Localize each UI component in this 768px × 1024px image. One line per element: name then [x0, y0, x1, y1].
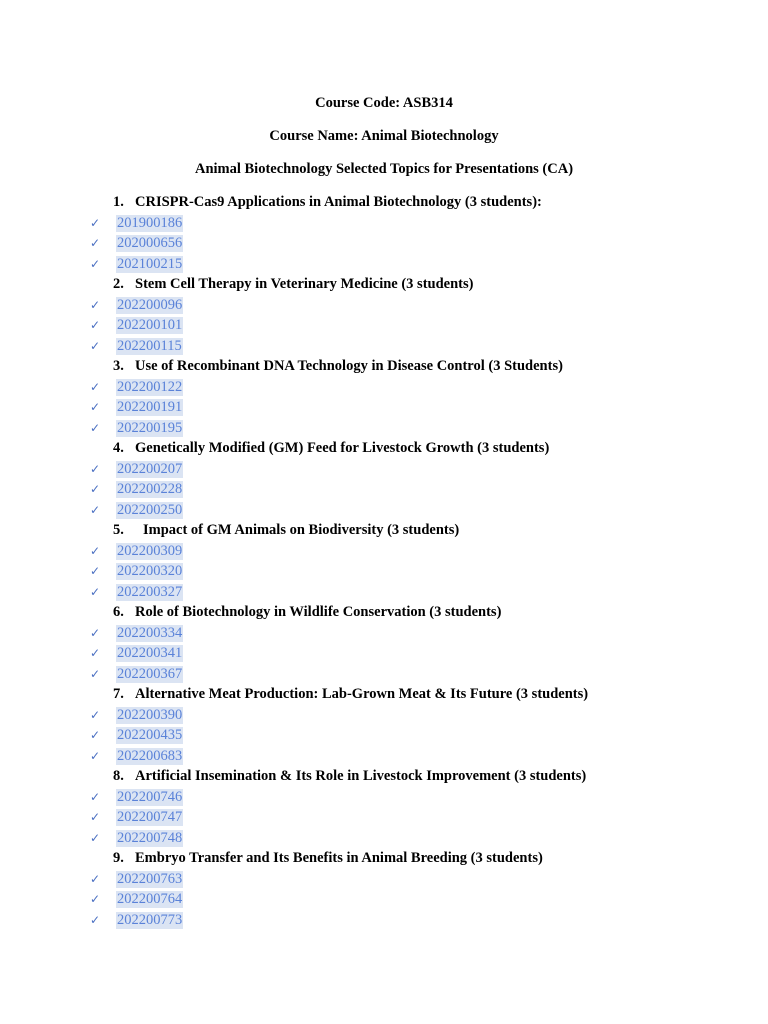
topic-heading [0, 848, 768, 869]
list-item [0, 213, 768, 234]
student-id: 202200122 [117, 378, 183, 395]
student-id: 202200390 [117, 706, 183, 723]
course-code-heading: Course Code: ASB314 [315, 95, 453, 111]
student-id: 202200683 [117, 747, 183, 764]
list-item [0, 233, 768, 254]
checkmark-icon: ✓ [90, 236, 101, 250]
student-id: 202000656 [117, 235, 183, 251]
topic-title: Use of Recombinant DNA Technology in Disease Control (3 Students) [135, 358, 563, 374]
list-item [0, 315, 768, 336]
course-name-heading: Course Name: Animal Biotechnology [269, 128, 499, 144]
checkmark-icon: ✓ [90, 502, 101, 517]
list-item [0, 889, 768, 910]
student-id: 202100215 [117, 255, 183, 272]
topic-heading [0, 684, 768, 705]
student-id: 202200334 [117, 624, 183, 641]
checkmark-icon: ✓ [90, 666, 101, 681]
checkmark-icon: ✓ [90, 625, 101, 640]
list-item [0, 705, 768, 726]
checkmark-icon: ✓ [90, 400, 101, 414]
student-id: 202200101 [117, 317, 183, 333]
checkmark-icon: ✓ [90, 215, 101, 230]
checkmark-icon: ✓ [90, 420, 101, 435]
list-item [0, 336, 768, 357]
topic-number: 9. [113, 850, 124, 866]
list-item [0, 479, 768, 500]
student-id: 202200341 [117, 645, 183, 661]
topic-number: 6. [113, 604, 124, 620]
list-item [0, 295, 768, 316]
student-id: 202200748 [117, 829, 183, 846]
list-item [0, 910, 768, 931]
topic-title: Stem Cell Therapy in Veterinary Medicine (3 students) [135, 276, 474, 292]
topic-number: 1. [113, 194, 124, 210]
student-id: 202200435 [117, 727, 183, 743]
student-id: 202200747 [117, 809, 183, 825]
student-id: 202200191 [117, 399, 183, 415]
student-id: 202200320 [117, 563, 183, 579]
list-item [0, 664, 768, 685]
topic-title: Artificial Insemination & Its Role in Livestock Improvement (3 students) [135, 768, 587, 784]
topic-title: Genetically Modified (GM) Feed for Livestock Growth (3 students) [135, 440, 550, 456]
topic-title: Embryo Transfer and Its Benefits in Animal Breeding (3 students) [135, 850, 543, 866]
student-id: 202200746 [117, 788, 183, 805]
student-id: 202200115 [117, 337, 182, 354]
checkmark-icon: ✓ [90, 707, 101, 722]
list-item [0, 397, 768, 418]
list-item [0, 459, 768, 480]
checkmark-icon: ✓ [90, 543, 101, 558]
list-item [0, 254, 768, 275]
topic-heading [0, 356, 768, 377]
list-item [0, 582, 768, 603]
topic-heading [0, 192, 768, 213]
list-item [0, 807, 768, 828]
topic-title: Impact of GM Animals on Biodiversity (3 students) [143, 522, 460, 538]
student-id: 202200228 [117, 481, 183, 497]
checkmark-icon: ✓ [90, 830, 101, 845]
topic-heading [0, 274, 768, 295]
topics-subtitle: Animal Biotechnology Selected Topics for Presentations (CA) [194, 161, 574, 177]
student-id: 202200764 [117, 891, 183, 907]
student-id: 202200096 [117, 296, 183, 313]
list-item [0, 869, 768, 890]
topic-heading [0, 602, 768, 623]
list-item [0, 787, 768, 808]
list-item [0, 643, 768, 664]
topic-number: 5. [113, 522, 124, 538]
student-id: 202200309 [117, 542, 183, 559]
list-item [0, 500, 768, 521]
checkmark-icon: ✓ [90, 728, 101, 742]
list-item [0, 746, 768, 767]
checkmark-icon: ✓ [90, 297, 101, 312]
topic-list [0, 192, 768, 930]
checkmark-icon: ✓ [90, 482, 101, 496]
checkmark-icon: ✓ [90, 646, 101, 660]
checkmark-icon: ✓ [90, 748, 101, 763]
student-id: 202200763 [117, 870, 183, 887]
checkmark-icon: ✓ [90, 318, 101, 332]
student-id: 202200195 [117, 419, 183, 436]
checkmark-icon: ✓ [90, 912, 101, 927]
checkmark-icon: ✓ [90, 584, 101, 599]
student-id: 202200207 [117, 460, 183, 477]
list-item [0, 725, 768, 746]
topic-number: 7. [113, 686, 124, 702]
student-id: 201900186 [117, 214, 183, 231]
topic-heading [0, 438, 768, 459]
topic-title: Alternative Meat Production: Lab-Grown Meat & Its Future (3 students) [135, 686, 589, 702]
topic-number: 3. [113, 358, 124, 374]
checkmark-icon: ✓ [90, 789, 101, 804]
checkmark-icon: ✓ [90, 256, 101, 271]
list-item [0, 377, 768, 398]
topic-heading [0, 766, 768, 787]
checkmark-icon: ✓ [90, 461, 101, 476]
topic-number: 4. [113, 440, 124, 456]
topic-heading [0, 520, 768, 541]
topic-title: Role of Biotechnology in Wildlife Conservation (3 students) [135, 604, 502, 620]
checkmark-icon: ✓ [90, 810, 101, 824]
student-id: 202200250 [117, 501, 183, 518]
student-id: 202200367 [117, 665, 183, 682]
student-id: 202200327 [117, 583, 183, 600]
checkmark-icon: ✓ [90, 871, 101, 886]
topic-number: 8. [113, 768, 124, 784]
checkmark-icon: ✓ [90, 564, 101, 578]
checkmark-icon: ✓ [90, 892, 101, 906]
list-item [0, 623, 768, 644]
topic-title: CRISPR-Cas9 Applications in Animal Biotechnology (3 students): [135, 194, 542, 210]
checkmark-icon: ✓ [90, 379, 101, 394]
checkmark-icon: ✓ [90, 338, 101, 353]
list-item [0, 541, 768, 562]
topic-number: 2. [113, 276, 124, 292]
student-id: 202200773 [117, 911, 183, 928]
list-item [0, 561, 768, 582]
list-item [0, 418, 768, 439]
list-item [0, 828, 768, 849]
